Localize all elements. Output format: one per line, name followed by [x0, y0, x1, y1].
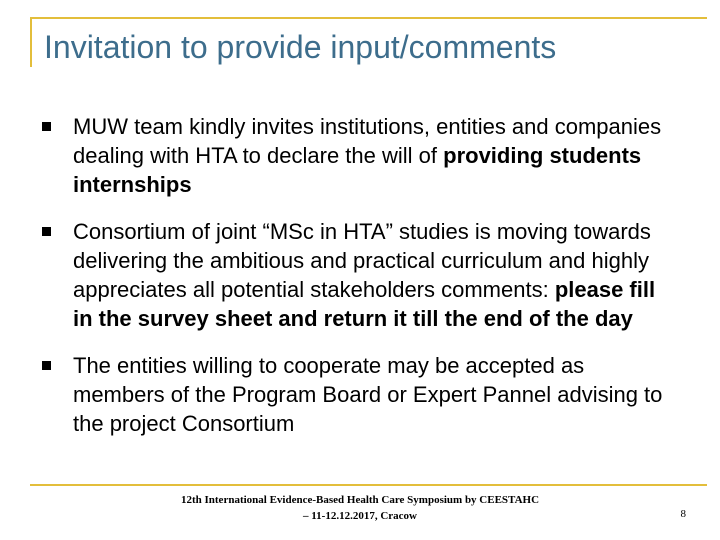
square-bullet-icon [42, 227, 51, 236]
bullet-text: Consortium of joint “MSc in HTA” studies is moving towards delivering the ambitious and practical curriculum and highly appreciates all potential stakeholders comments: [73, 219, 651, 302]
bottom-divider-line [30, 484, 707, 486]
bullet-bold-text: please fill in the survey sheet and return it till the end of the day [73, 277, 656, 331]
bullet-item-cooperation [38, 351, 678, 438]
page-number: 8 [680, 508, 686, 520]
slide-title: Invitation to provide input/comments [44, 29, 557, 65]
bullet-text: MUW team kindly invites institutions, entities and companies dealing with HTA to declare the will of [73, 114, 662, 168]
square-bullet-icon [42, 122, 51, 131]
square-bullet-icon [42, 361, 51, 370]
bullet-item-survey [38, 217, 678, 333]
bullet-bold-text: providing students internships [73, 143, 642, 197]
left-accent-line [30, 17, 32, 67]
top-divider-line [30, 17, 707, 19]
footer-event-date: – 11-12.12.2017, Cracow [303, 510, 417, 522]
bullet-item-internships [38, 112, 678, 199]
footer [120, 492, 600, 524]
bullet-text: The entities willing to cooperate may be accepted as members of the Program Board or Expert Pannel advising to the project Consortium [73, 353, 663, 436]
footer-event-name: 12th International Evidence-Based Health Care Symposium by CEESTAHC [180, 494, 540, 506]
bullet-list [38, 112, 678, 438]
